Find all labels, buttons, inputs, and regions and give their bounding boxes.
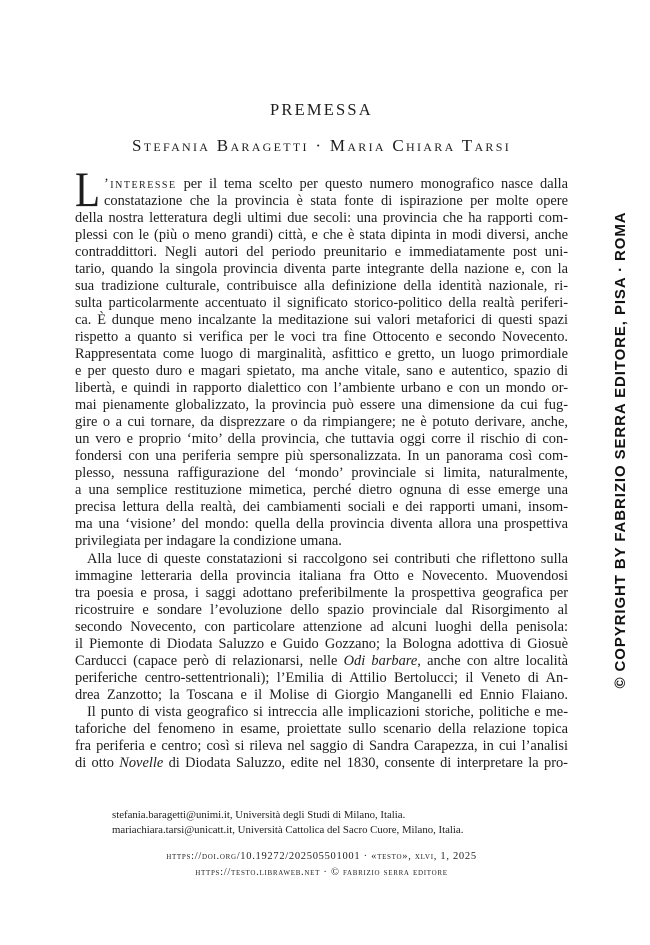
line-text: per il tema scelto per questo numero monografico nasce dalla xyxy=(183,175,568,192)
text-line: tario, quando la singola provincia diventa parte integrante della nazione e, con la xyxy=(75,260,568,277)
text-line: Alla luce di queste constatazioni si raccolgono sei contributi che riflettono sulla xyxy=(87,550,568,567)
text-line: Rappresentata come luogo di marginalità, asfittico e gretto, un luogo primordiale xyxy=(75,345,568,362)
text-line: a una semplice restituzione mimetica, perché dietro ognuna di esse emerge una xyxy=(75,482,568,499)
drop-cap: L xyxy=(75,161,101,218)
text-line: un vero e proprio ‘mito’ della provincia, che tuttavia oggi corre il rischio di con- xyxy=(75,431,568,448)
text-line: plessi con le (più o meno grandi) città, e che è stata dipinta in modi diversi, anche xyxy=(75,226,568,243)
text-line: immagine letteraria della provincia italiana fra Otto e Novecento. Muovendosi xyxy=(75,567,568,584)
text-line: precisa lettura della realtà, dei cambiamenti sociali e dei rapporti umani, insom- xyxy=(75,499,568,516)
author-affiliations xyxy=(112,808,463,838)
line-text: di Diodata Saluzzo, edite nel 1830, consente di interpretare la pro- xyxy=(168,755,568,772)
text-line: della nostra letteratura degli ultimi due secoli: una provincia che ha rapporti com- xyxy=(75,209,568,226)
text-line: plesso, nessuna raffigurazione del ‘mondo’ provinciale si limita, naturalmente, xyxy=(75,465,568,482)
text-line: contraddittori. Negli autori del periodo preunitario e immediatamente post uni- xyxy=(75,243,568,260)
article-title: PREMESSA xyxy=(270,100,373,119)
page-footer xyxy=(75,849,568,881)
article-body xyxy=(75,161,568,773)
text-line: sulta particolarmente accentuato il significato storico-politico della realtà periferi- xyxy=(75,294,568,311)
text-line: tra poesia e prosa, i saggi adottano preferibilmente la prospettiva geografica per xyxy=(75,584,568,601)
text-line: sua tradizione culturale, contribuisce alla definizione della identità nazionale, ri- xyxy=(75,277,568,294)
text-line xyxy=(75,176,568,193)
text-line: mai pienamente globalizzato, la provincia può essere una dimensione da cui fug- xyxy=(75,397,568,414)
opening-word: ’interesse xyxy=(104,175,177,192)
text-line: ricostruire e sondare l’evoluzione dello spazio provinciale dal Risorgimento al xyxy=(75,601,568,618)
text-line: e per questo duro e magari spietato, ma anche vitale, sano e autentico, spazio di xyxy=(75,363,568,380)
copyright-notice-vertical: © COPYRIGHT BY FABRIZIO SERRA EDITORE, PISA · ROMA xyxy=(612,211,629,689)
text-line: drea Zanzotto; la Toscana e il Molise di Giorgio Manganelli ed Ennio Flaiano. xyxy=(75,686,568,703)
text-line: taforiche del fenomeno in esame, proiettate sullo scenario della relazione topica xyxy=(75,721,568,737)
article-authors: Stefania Baragetti · Maria Chiara Tarsi xyxy=(131,136,512,155)
text-line xyxy=(75,653,568,670)
text-line: privilegiata per indagare la condizione umana. xyxy=(75,533,342,550)
line-text: Carducci (capace però di relazionarsi, nelle xyxy=(75,652,338,669)
text-line: constatazione che la provincia è stata fonte di ispirazione per molte opere xyxy=(104,192,568,209)
text-line: fondersi con una periferia sempre più spersonalizzata. In un panorama così com- xyxy=(75,448,568,465)
text-line: secondo Novecento, con particolare attenzione ad alcuni luoghi della penisola: xyxy=(75,618,568,635)
publisher-line: https://testo.libraweb.net · © fabrizio serra editore xyxy=(195,867,448,878)
text-line: periferiche centro-settentrionali); l’Emilia di Attilio Bertolucci; il Veneto di An- xyxy=(75,669,568,686)
text-line: il Piemonte di Diodata Saluzzo e Guido Gozzano; la Bologna adottiva di Giosuè xyxy=(75,635,568,652)
doi-line: https://doi.org/10.19272/202505501001 · «testo», xlvi, 1, 2025 xyxy=(166,851,477,862)
affiliation-line: mariachiara.tarsi@unicatt.it, Università Cattolica del Sacro Cuore, Milano, Italia. xyxy=(112,823,464,836)
italic-title: Novelle xyxy=(119,755,164,772)
text-line: rispetto a quanto si verifica per le voci tra fine Ottocento e secondo Novecento. xyxy=(75,328,568,345)
affiliation-line: stefania.baragetti@unimi.it, Università degli Studi di Milano, Italia. xyxy=(112,808,406,821)
text-line: ca. È dunque meno incalzante la meditazione sui valori metaforici di questi spazi xyxy=(75,311,568,328)
text-line xyxy=(75,755,568,772)
text-line: Il punto di vista geografico si intreccia alle implicazioni storiche, politiche e me- xyxy=(87,703,568,720)
italic-title: Odi barbare xyxy=(343,652,418,669)
text-line: libertà, e quindi in rapporto dialettico con l’ambiente urbano e con un mondo or- xyxy=(75,380,568,397)
text-line: gire o a cui tornare, da disprezzare o da rimpiangere; ne è potuto derivare, anche, xyxy=(75,414,568,431)
text-line: fra periferia e centro; così si rileva nel saggio di Sandra Carapezza, in cui l’analisi xyxy=(75,738,568,755)
text-line: ma una ‘visione’ del mondo: quella della provincia diventa allora una prospettiva xyxy=(75,516,568,533)
line-text: , anche con altre località xyxy=(417,652,568,669)
line-text: di otto xyxy=(75,755,114,772)
